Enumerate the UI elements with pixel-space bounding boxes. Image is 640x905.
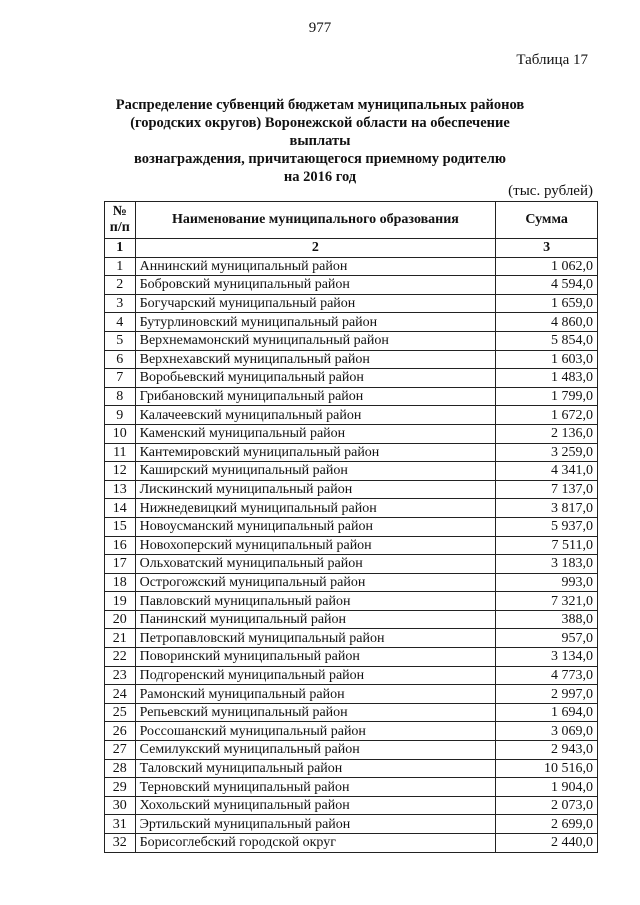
row-number: 4 bbox=[105, 313, 136, 332]
row-name: Рамонский муниципальный район bbox=[135, 685, 496, 704]
row-name: Эртильский муниципальный район bbox=[135, 815, 496, 834]
row-sum: 2 997,0 bbox=[496, 685, 598, 704]
row-sum: 7 137,0 bbox=[496, 480, 598, 499]
row-name: Семилукский муниципальный район bbox=[135, 741, 496, 760]
row-name: Новоусманский муниципальный район bbox=[135, 517, 496, 536]
row-number: 27 bbox=[105, 741, 136, 760]
row-number: 30 bbox=[105, 796, 136, 815]
row-sum: 1 799,0 bbox=[496, 387, 598, 406]
row-number: 11 bbox=[105, 443, 136, 462]
row-sum: 2 699,0 bbox=[496, 815, 598, 834]
table-row bbox=[105, 573, 598, 592]
table-row bbox=[105, 555, 598, 574]
table-row bbox=[105, 778, 598, 797]
row-name: Верхнехавский муниципальный район bbox=[135, 350, 496, 369]
row-sum: 7 321,0 bbox=[496, 592, 598, 611]
header-num: № п/п bbox=[105, 202, 136, 239]
table-row bbox=[105, 592, 598, 611]
row-sum: 388,0 bbox=[496, 610, 598, 629]
table-row bbox=[105, 815, 598, 834]
table-row bbox=[105, 517, 598, 536]
row-number: 9 bbox=[105, 406, 136, 425]
row-sum: 3 259,0 bbox=[496, 443, 598, 462]
row-name: Панинский муниципальный район bbox=[135, 610, 496, 629]
table-row bbox=[105, 610, 598, 629]
row-number: 29 bbox=[105, 778, 136, 797]
row-sum: 4 860,0 bbox=[496, 313, 598, 332]
table-row bbox=[105, 424, 598, 443]
row-number: 24 bbox=[105, 685, 136, 704]
document-title bbox=[100, 96, 540, 186]
table-row bbox=[105, 331, 598, 350]
row-sum: 5 854,0 bbox=[496, 331, 598, 350]
table-row bbox=[105, 406, 598, 425]
table-row bbox=[105, 741, 598, 760]
row-name: Каменский муниципальный район bbox=[135, 424, 496, 443]
row-name: Верхнемамонский муниципальный район bbox=[135, 331, 496, 350]
column-index-3: 3 bbox=[496, 239, 598, 258]
row-number: 3 bbox=[105, 294, 136, 313]
row-sum: 1 672,0 bbox=[496, 406, 598, 425]
row-number: 17 bbox=[105, 555, 136, 574]
row-name: Аннинский муниципальный район bbox=[135, 257, 496, 276]
row-sum: 1 694,0 bbox=[496, 703, 598, 722]
table-row bbox=[105, 276, 598, 295]
title-line-4: на 2016 год bbox=[283, 169, 357, 185]
row-number: 5 bbox=[105, 331, 136, 350]
row-sum: 2 943,0 bbox=[496, 741, 598, 760]
table-row bbox=[105, 759, 598, 778]
row-sum: 4 773,0 bbox=[496, 666, 598, 685]
row-sum: 5 937,0 bbox=[496, 517, 598, 536]
row-sum: 1 062,0 bbox=[496, 257, 598, 276]
table-row bbox=[105, 257, 598, 276]
row-name: Подгоренский муниципальный район bbox=[135, 666, 496, 685]
column-index-2: 2 bbox=[135, 239, 496, 258]
header-sum: Сумма bbox=[496, 202, 598, 239]
row-number: 31 bbox=[105, 815, 136, 834]
row-name: Терновский муниципальный район bbox=[135, 778, 496, 797]
row-name: Богучарский муниципальный район bbox=[135, 294, 496, 313]
row-number: 25 bbox=[105, 703, 136, 722]
row-number: 13 bbox=[105, 480, 136, 499]
table-row bbox=[105, 834, 598, 853]
table-row bbox=[105, 722, 598, 741]
table-row bbox=[105, 443, 598, 462]
row-sum: 1 483,0 bbox=[496, 369, 598, 388]
row-number: 8 bbox=[105, 387, 136, 406]
row-sum: 10 516,0 bbox=[496, 759, 598, 778]
table-row bbox=[105, 648, 598, 667]
row-name: Хохольский муниципальный район bbox=[135, 796, 496, 815]
table-row bbox=[105, 313, 598, 332]
row-sum: 3 134,0 bbox=[496, 648, 598, 667]
row-name: Россошанский муниципальный район bbox=[135, 722, 496, 741]
table-row bbox=[105, 350, 598, 369]
row-number: 10 bbox=[105, 424, 136, 443]
table-row bbox=[105, 796, 598, 815]
row-number: 28 bbox=[105, 759, 136, 778]
table-row bbox=[105, 703, 598, 722]
row-number: 21 bbox=[105, 629, 136, 648]
row-number: 26 bbox=[105, 722, 136, 741]
table-row bbox=[105, 536, 598, 555]
title-line-1: Распределение субвенций бюджетам муниципальных районов bbox=[115, 97, 525, 113]
row-name: Петропавловский муниципальный район bbox=[135, 629, 496, 648]
row-name: Воробьевский муниципальный район bbox=[135, 369, 496, 388]
row-number: 2 bbox=[105, 276, 136, 295]
row-sum: 1 659,0 bbox=[496, 294, 598, 313]
row-number: 16 bbox=[105, 536, 136, 555]
table-row bbox=[105, 629, 598, 648]
row-sum: 1 904,0 bbox=[496, 778, 598, 797]
subvention-table bbox=[104, 201, 598, 853]
row-name: Поворинский муниципальный район bbox=[135, 648, 496, 667]
table-row bbox=[105, 480, 598, 499]
table-row bbox=[105, 666, 598, 685]
row-number: 32 bbox=[105, 834, 136, 853]
column-index-1: 1 bbox=[105, 239, 136, 258]
row-name: Нижнедевицкий муниципальный район bbox=[135, 499, 496, 518]
table-row bbox=[105, 294, 598, 313]
row-number: 6 bbox=[105, 350, 136, 369]
column-index-row bbox=[105, 239, 598, 258]
row-sum: 3 069,0 bbox=[496, 722, 598, 741]
row-number: 14 bbox=[105, 499, 136, 518]
row-number: 20 bbox=[105, 610, 136, 629]
table-row bbox=[105, 685, 598, 704]
row-name: Калачеевский муниципальный район bbox=[135, 406, 496, 425]
row-name: Грибановский муниципальный район bbox=[135, 387, 496, 406]
row-sum: 2 073,0 bbox=[496, 796, 598, 815]
row-name: Новохоперский муниципальный район bbox=[135, 536, 496, 555]
table-label: Таблица 17 bbox=[516, 52, 588, 68]
row-number: 15 bbox=[105, 517, 136, 536]
row-sum: 3 183,0 bbox=[496, 555, 598, 574]
row-sum: 993,0 bbox=[496, 573, 598, 592]
row-number: 23 bbox=[105, 666, 136, 685]
row-sum: 3 817,0 bbox=[496, 499, 598, 518]
row-name: Лискинский муниципальный район bbox=[135, 480, 496, 499]
row-sum: 2 136,0 bbox=[496, 424, 598, 443]
table-header-row bbox=[105, 202, 598, 239]
row-number: 22 bbox=[105, 648, 136, 667]
row-number: 1 bbox=[105, 257, 136, 276]
row-name: Бобровский муниципальный район bbox=[135, 276, 496, 295]
title-line-3: вознаграждения, причитающегося приемному родителю bbox=[134, 151, 506, 167]
row-sum: 2 440,0 bbox=[496, 834, 598, 853]
row-name: Бутурлиновский муниципальный район bbox=[135, 313, 496, 332]
row-number: 12 bbox=[105, 462, 136, 481]
row-name: Павловский муниципальный район bbox=[135, 592, 496, 611]
row-sum: 4 594,0 bbox=[496, 276, 598, 295]
row-name: Острогожский муниципальный район bbox=[135, 573, 496, 592]
row-number: 18 bbox=[105, 573, 136, 592]
row-name: Ольховатский муниципальный район bbox=[135, 555, 496, 574]
table-row bbox=[105, 387, 598, 406]
units-label: (тыс. рублей) bbox=[508, 183, 593, 199]
row-sum: 957,0 bbox=[496, 629, 598, 648]
row-number: 7 bbox=[105, 369, 136, 388]
row-name: Каширский муниципальный район bbox=[135, 462, 496, 481]
table-body bbox=[105, 257, 598, 852]
table-row bbox=[105, 499, 598, 518]
header-name: Наименование муниципального образования bbox=[135, 202, 496, 239]
page-number: 977 bbox=[308, 20, 332, 36]
table-row bbox=[105, 462, 598, 481]
row-name: Кантемировский муниципальный район bbox=[135, 443, 496, 462]
row-name: Таловский муниципальный район bbox=[135, 759, 496, 778]
row-sum: 7 511,0 bbox=[496, 536, 598, 555]
row-name: Репьевский муниципальный район bbox=[135, 703, 496, 722]
row-name: Борисоглебский городской округ bbox=[135, 834, 496, 853]
row-sum: 1 603,0 bbox=[496, 350, 598, 369]
table-row bbox=[105, 369, 598, 388]
title-line-2: (городских округов) Воронежской области на обеспечение выплаты bbox=[130, 115, 510, 149]
row-number: 19 bbox=[105, 592, 136, 611]
row-sum: 4 341,0 bbox=[496, 462, 598, 481]
